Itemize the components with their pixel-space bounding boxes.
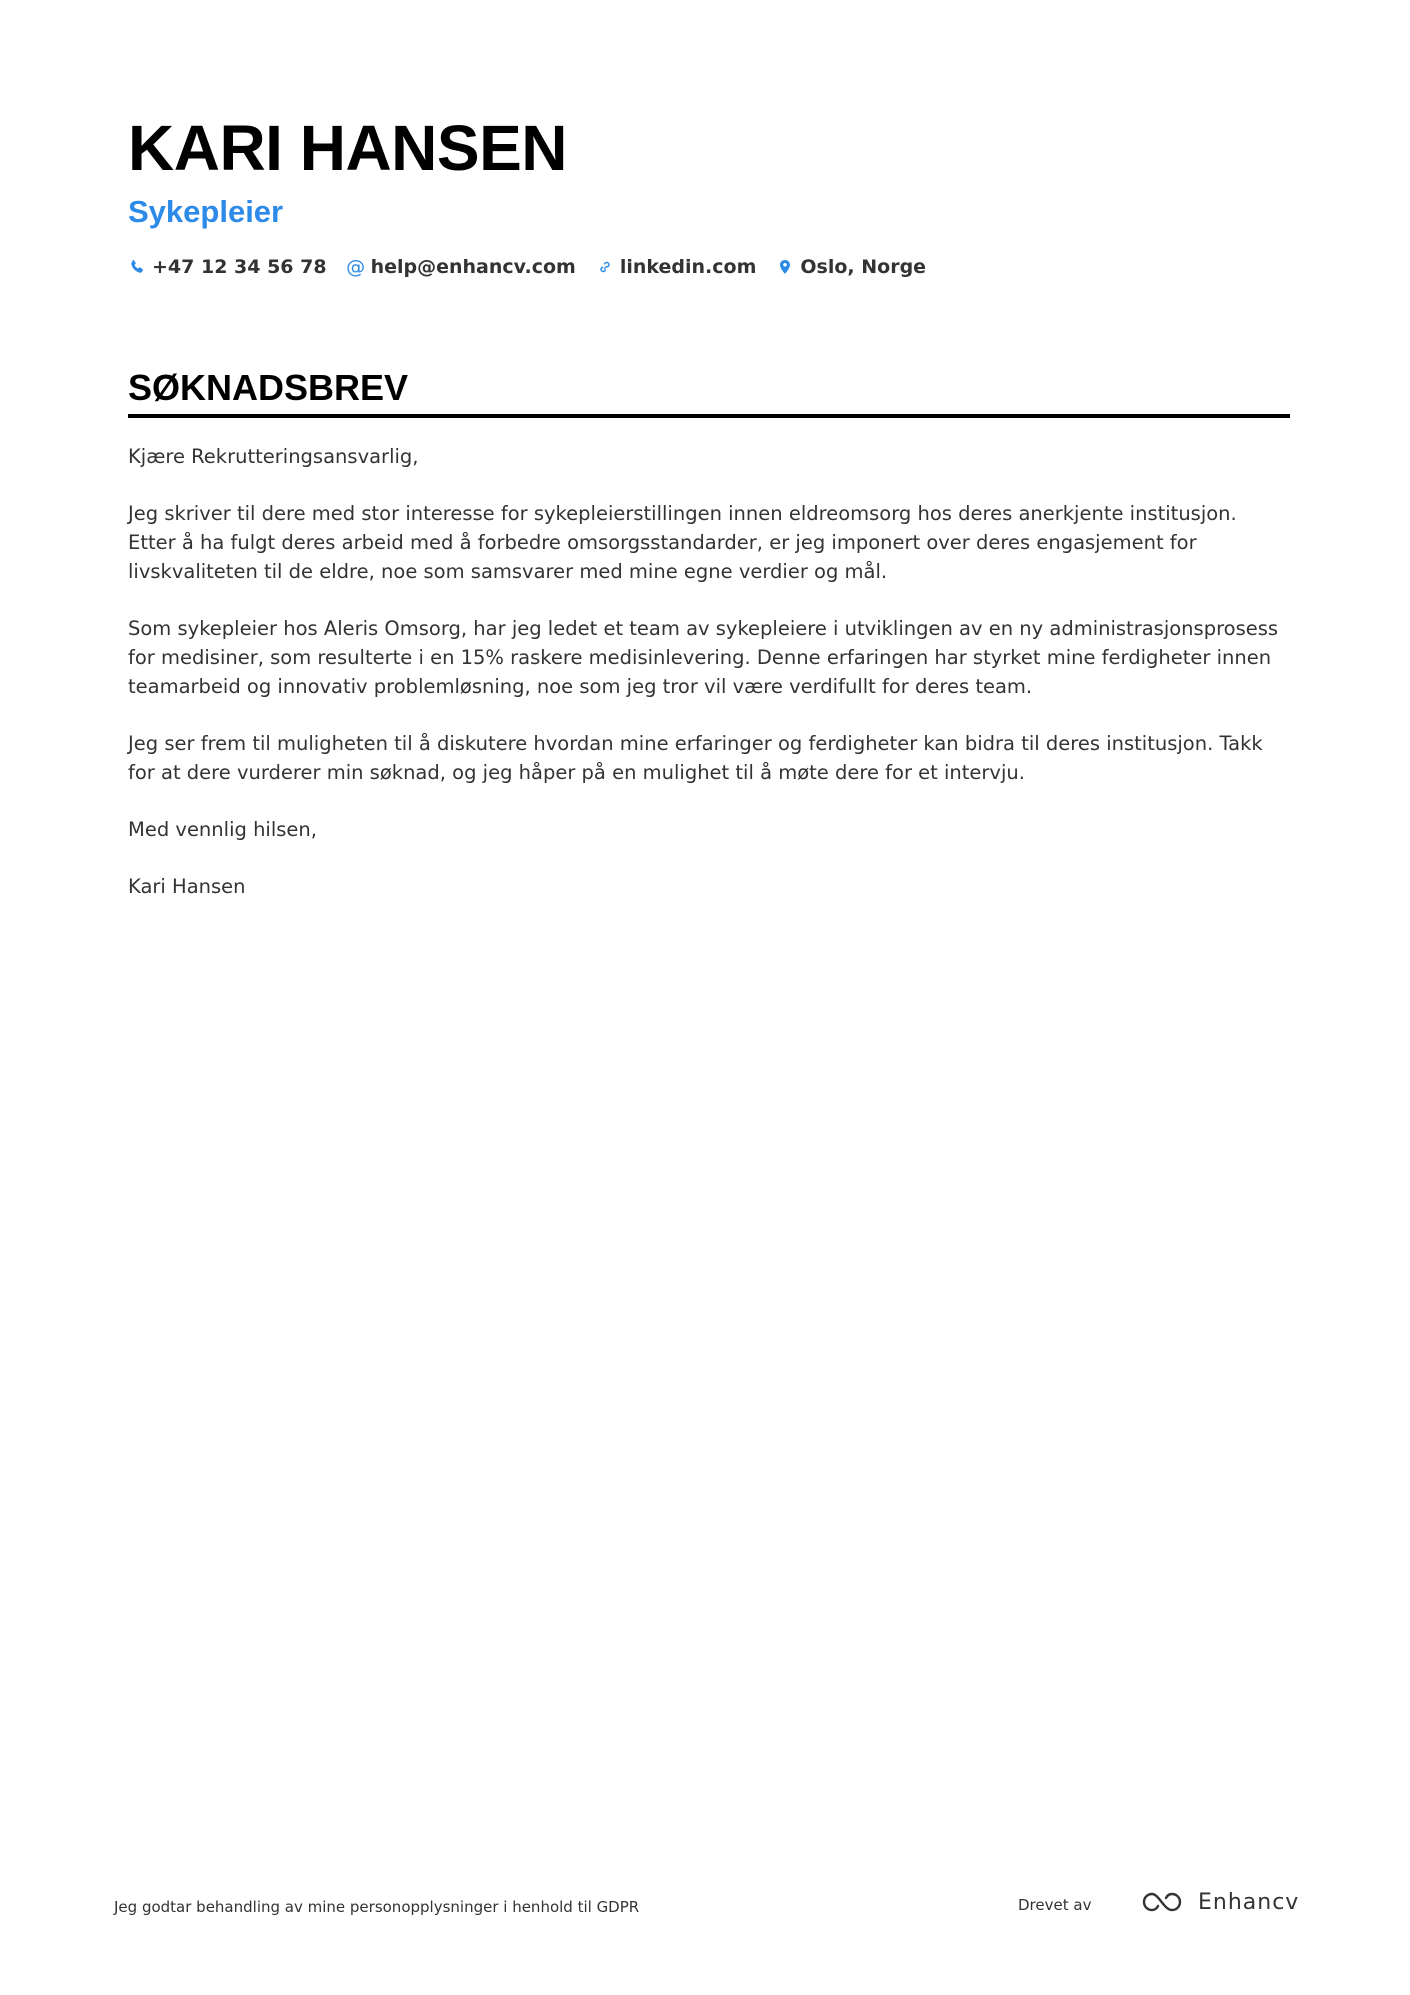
cover-letter-section bbox=[128, 366, 1290, 929]
contact-location bbox=[776, 256, 926, 278]
gdpr-consent-text: Jeg godtar behandling av mine personopplysninger i henhold til GDPR bbox=[114, 1898, 640, 1916]
contact-phone[interactable] bbox=[128, 256, 327, 278]
contact-bar bbox=[128, 256, 1290, 278]
phone-icon bbox=[128, 257, 146, 277]
contact-linkedin-text: linkedin.com bbox=[619, 256, 757, 278]
letter-signature: Kari Hansen bbox=[128, 875, 246, 898]
location-pin-icon bbox=[776, 257, 794, 277]
letter-body bbox=[128, 442, 1290, 901]
letter-paragraph: Som sykepleier hos Aleris Omsorg, har jeg ledet et team av sykepleiere i utviklingen av en ny administrasjonsprosess for medisiner, som resulterte i en 15% raskere medisinlevering. Denne erfaringen har styrket mine ferdigheter innen teamarbeid og innovativ problemløsning, noe som jeg tror vil være verdifullt for deres team. bbox=[128, 617, 1279, 698]
letter-salutation: Kjære Rekrutteringsansvarlig, bbox=[128, 445, 419, 468]
contact-linkedin[interactable] bbox=[596, 256, 757, 278]
powered-by-label: Drevet av bbox=[1018, 1896, 1092, 1914]
letter-paragraph: Jeg ser frem til muligheten til å diskutere hvordan mine erfaringer og ferdigheter kan bidra til deres institusjon. Takk for at dere vurderer min søknad, og jeg håper på en mulighet til å møte dere for et intervju. bbox=[128, 732, 1263, 784]
footer bbox=[114, 1888, 1300, 1928]
link-icon bbox=[596, 257, 614, 277]
contact-phone-text: +47 12 34 56 78 bbox=[152, 256, 327, 278]
letter-paragraph: Jeg skriver til dere med stor interesse for sykepleierstillingen innen eldreomsorg hos deres anerkjente institusjon. Etter å ha fulgt deres arbeid med å forbedre omsorgsstandarder, er jeg imponert over deres engasjement for livskvaliteten til de eldre, noe som samsvarer med mine egne verdier og mål. bbox=[128, 502, 1237, 583]
enhancv-brand[interactable] bbox=[1140, 1888, 1299, 1916]
contact-email-text: help@enhancv.com bbox=[370, 256, 576, 278]
section-divider bbox=[128, 414, 1290, 418]
at-icon: @ bbox=[346, 256, 366, 278]
section-title: SØKNADSBREV bbox=[128, 367, 409, 408]
contact-location-text: Oslo, Norge bbox=[800, 256, 927, 278]
candidate-role: Sykepleier bbox=[128, 194, 284, 229]
candidate-name: KARI HANSEN bbox=[128, 112, 567, 184]
header bbox=[128, 108, 1290, 278]
enhancv-logo-icon bbox=[1140, 1888, 1188, 1916]
letter-closing: Med vennlig hilsen, bbox=[128, 818, 317, 841]
brand-name: Enhancv bbox=[1198, 1889, 1300, 1915]
contact-email[interactable] bbox=[347, 256, 576, 278]
